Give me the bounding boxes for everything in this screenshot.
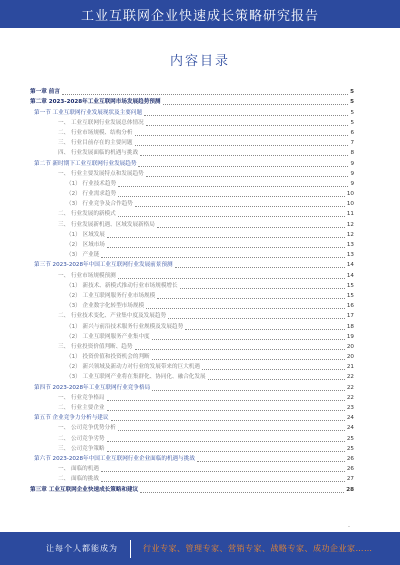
toc-entry[interactable] [30, 269, 354, 279]
toc-entry[interactable] [30, 392, 354, 402]
toc-entry-page: 22 [346, 384, 354, 391]
toc-entry-label: （1） 投资价值和投资机会的判断 [66, 354, 150, 361]
toc-entry-page: 24 [346, 415, 354, 422]
toc-entry[interactable] [30, 86, 354, 96]
toc-entry-label: 二、 行业主要企业 [58, 405, 105, 411]
toc-entry[interactable] [30, 412, 354, 422]
toc-dot-leader [135, 145, 349, 146]
toc-entry[interactable] [30, 208, 354, 218]
toc-dot-leader [118, 196, 345, 197]
toc-dot-leader [140, 155, 348, 156]
toc-entry-page: 12 [346, 221, 354, 228]
toc-entry-page: 9 [350, 160, 354, 167]
toc-list [30, 86, 354, 494]
toc-entry[interactable] [30, 483, 354, 493]
toc-entry-label: 一、 行业主要发展特点和发展趋势 [58, 170, 144, 177]
toc-entry-label: 第四节 2023-2028年工业互联网行业竞争格局 [34, 384, 151, 391]
toc-entry-label: （3） 工业互联网产业将在集群化、协同化、融合化发展 [66, 374, 206, 381]
toc-entry[interactable] [30, 331, 354, 341]
toc-dot-leader [180, 288, 345, 289]
toc-entry-page: 25 [346, 445, 354, 452]
toc-entry[interactable] [30, 259, 354, 269]
toc-entry-label: 一、 工业互联网行业发展总体情况 [58, 119, 144, 126]
toc-entry-page: 5 [350, 99, 354, 106]
toc-dot-leader [118, 278, 345, 279]
toc-dot-leader [208, 379, 345, 380]
footer-bar [0, 532, 400, 565]
toc-entry-page: 25 [346, 435, 354, 442]
toc-dot-leader [101, 257, 345, 258]
toc-entry-label: （2） 新兴领域及新动力对行业的发展带来的巨大机遇 [66, 364, 200, 371]
toc-entry[interactable] [30, 249, 354, 259]
toc-dot-leader [111, 420, 345, 421]
toc-entry-page: 5 [350, 109, 354, 116]
toc-entry[interactable] [30, 117, 354, 127]
toc-entry-page: 22 [346, 374, 354, 381]
toc-entry-label: （3） 产业链 [66, 252, 100, 259]
toc-entry-page: 17 [346, 313, 354, 320]
toc-entry-label: 一、 行业竞争格局 [58, 394, 105, 401]
toc-dot-leader [185, 329, 345, 330]
toc-entry[interactable] [30, 106, 354, 116]
toc-dot-leader [107, 237, 345, 238]
toc-entry-page: 7 [350, 140, 354, 147]
toc-dot-leader [118, 216, 345, 217]
toc-dot-leader [152, 390, 345, 391]
toc-entry-label: （2） 工业互联网服务行业市场规模 [66, 292, 156, 299]
report-header-bar [0, 0, 400, 28]
toc-entry-label: 二、 行业技术变化、产业集中度及发展趋势 [58, 313, 167, 320]
toc-entry-label: 第三章 工业互联网企业快速成长策略和建议 [30, 486, 139, 493]
toc-entry[interactable] [30, 168, 354, 178]
toc-entry[interactable] [30, 341, 354, 351]
toc-entry-label: 第三节 2023-2028年中国工业互联网行业发展前景预测 [34, 262, 173, 269]
toc-entry-page: 14 [346, 262, 354, 269]
toc-entry-page: 9 [350, 170, 354, 177]
page-mark: - [347, 523, 350, 530]
toc-entry-page: 26 [346, 455, 354, 462]
toc-dot-leader [107, 451, 345, 452]
toc-entry-page: 19 [346, 333, 354, 340]
toc-entry-label: 一、 公司竞争优势分析 [58, 425, 116, 432]
toc-entry-page: 15 [346, 292, 354, 299]
toc-entry-page: 28 [346, 486, 354, 493]
toc-entry[interactable] [30, 320, 354, 330]
toc-entry-label: （2） 工业互联网服务产业集中度 [66, 333, 150, 340]
toc-entry-page: 5 [350, 89, 354, 96]
toc-entry[interactable] [30, 127, 354, 137]
toc-entry-page: 22 [346, 394, 354, 401]
toc-entry-page: 12 [346, 231, 354, 238]
toc-entry[interactable] [30, 229, 354, 239]
toc-entry[interactable] [30, 239, 354, 249]
toc-entry-label: 一、 面临的机遇 [58, 466, 99, 473]
toc-entry-page: 10 [346, 191, 354, 198]
toc-entry[interactable] [30, 218, 354, 228]
toc-entry-label: （2） 区域市场 [66, 242, 105, 248]
toc-entry-page: 15 [346, 282, 354, 289]
toc-entry-page: 8 [350, 150, 354, 157]
toc-entry-label: 第二章 2023-2028年工业互联网市场发展趋势预测 [30, 99, 161, 106]
toc-entry-label: 第一章 前言 [30, 89, 60, 96]
toc-dot-leader [163, 104, 349, 105]
toc-entry-page: 27 [346, 476, 354, 483]
toc-entry-page: 24 [346, 425, 354, 432]
toc-entry[interactable] [30, 96, 354, 106]
toc-entry[interactable] [30, 280, 354, 290]
toc-entry-page: 13 [346, 242, 354, 248]
toc-entry[interactable] [30, 310, 354, 320]
toc-entry[interactable] [30, 300, 354, 310]
toc-dot-leader [202, 369, 345, 370]
toc-entry-page: 18 [346, 323, 354, 330]
toc-entry[interactable] [30, 361, 354, 371]
toc-entry-label: 二、 行业市场规模、结构分析 [58, 129, 133, 136]
toc-dot-leader [107, 441, 345, 442]
toc-entry-label: 二、 公司竞争劣势 [58, 435, 105, 442]
toc-dot-leader [146, 125, 349, 126]
toc-entry[interactable] [30, 147, 354, 157]
toc-dot-leader [152, 339, 345, 340]
toc-entry-label: 第六节 2023-2028年中国工业互联网行业企业面临的机遇与挑战 [34, 455, 195, 462]
toc-entry-label: 二、 行业发展的新模式 [58, 211, 116, 218]
toc-entry[interactable] [30, 157, 354, 167]
toc-dot-leader [118, 430, 345, 431]
toc-entry[interactable] [30, 422, 354, 432]
toc-dot-leader [101, 471, 345, 472]
toc-entry-page: 23 [346, 405, 354, 411]
toc-dot-leader [197, 461, 345, 462]
toc-entry-page: 5 [350, 119, 354, 126]
toc-entry-page: 9 [350, 180, 354, 187]
toc-entry[interactable] [30, 443, 354, 453]
toc-title: 内容目录 [169, 54, 230, 69]
toc-entry-page: 20 [346, 343, 354, 350]
toc-dot-leader [101, 481, 345, 482]
toc-entry[interactable] [30, 188, 354, 198]
toc-entry[interactable] [30, 137, 354, 147]
toc-dot-leader [135, 206, 345, 207]
toc-entry-label: （1） 新技术、新模式推动行业市场规模增长 [66, 282, 178, 289]
toc-entry-page: 13 [346, 252, 354, 259]
toc-dot-leader [146, 176, 349, 177]
toc-entry-label: 四、 行业发展面临的机遇与挑战 [58, 150, 139, 157]
toc-dot-leader [140, 492, 344, 493]
toc-entry-label: 三、 行业目前存在的主要问题 [58, 140, 133, 147]
toc-dot-leader [107, 410, 345, 411]
toc-entry[interactable] [30, 198, 354, 208]
toc-entry[interactable] [30, 371, 354, 381]
toc-dot-leader [62, 94, 348, 95]
toc-entry[interactable] [30, 432, 354, 442]
toc-entry-page: 20 [346, 354, 354, 361]
footer-tagline: 行业专家、管理专家、营销专家、战略专家、成功企业家…… [143, 544, 373, 553]
toc-dot-leader [135, 135, 349, 136]
toc-entry-label: 第一节 工业互联网行业发展现状及主要问题 [34, 109, 143, 116]
toc-entry-page: 10 [346, 201, 354, 208]
report-title: 工业互联网企业快速成长策略研究报告 [80, 8, 319, 24]
toc-entry-label: 三、 公司竞争策略 [58, 445, 105, 452]
toc-dot-leader [146, 308, 345, 309]
toc-entry[interactable] [30, 178, 354, 188]
toc-entry-label: （3） 行业竞争及合作趋势 [66, 201, 133, 208]
toc-dot-leader [118, 186, 348, 187]
toc-entry-label: 第二节 新时期下工业互联网行业发展趋势 [34, 160, 137, 167]
toc-dot-leader [138, 166, 348, 167]
toc-entry-page: 16 [346, 303, 354, 310]
toc-dot-leader [135, 349, 345, 350]
toc-dot-leader [152, 359, 345, 360]
toc-entry-page: 6 [350, 129, 354, 136]
toc-dot-leader [107, 400, 345, 401]
toc-entry-label: 二、 面临的挑战 [58, 476, 99, 483]
toc-entry-page: 26 [346, 466, 354, 473]
toc-entry-page: 21 [346, 364, 354, 371]
toc-entry-label: 三、 行业发展新机遇、区域发展新格局 [58, 221, 155, 228]
toc-entry[interactable] [30, 453, 354, 463]
toc-entry-label: （1） 新兴与前沿技术服务行业规模及发展趋势 [66, 323, 184, 330]
toc-dot-leader [157, 227, 345, 228]
toc-entry-label: （3） 企业数字化转型市场规模 [66, 303, 145, 310]
toc-entry-page: 11 [346, 211, 354, 218]
toc-dot-leader [157, 298, 345, 299]
toc-entry-page: 14 [346, 272, 354, 279]
toc-entry[interactable] [30, 351, 354, 361]
toc-entry-label: （2） 行业需求趋势 [66, 191, 117, 198]
toc-dot-leader [168, 318, 345, 319]
toc-entry[interactable] [30, 402, 354, 412]
toc-dot-leader [144, 115, 348, 116]
toc-dot-leader [107, 247, 345, 248]
toc-entry-label: 三、 行业投资价值判断、趋势 [58, 343, 133, 350]
toc-entry-label: 一、 行业市场规模预测 [58, 272, 116, 279]
toc-entry[interactable] [30, 473, 354, 483]
toc-entry-label: （1） 行业技术趋势 [66, 180, 117, 187]
toc-entry[interactable] [30, 290, 354, 300]
toc-entry-label: 第五节 企业竞争力分析与建议 [34, 415, 109, 422]
toc-entry[interactable] [30, 381, 354, 391]
footer-divider [130, 540, 131, 558]
toc-entry[interactable] [30, 463, 354, 473]
footer-slogan: 让每个人都能成为 [46, 544, 118, 553]
toc-entry-label: （1） 区域发展 [66, 231, 105, 238]
toc-dot-leader [175, 267, 345, 268]
